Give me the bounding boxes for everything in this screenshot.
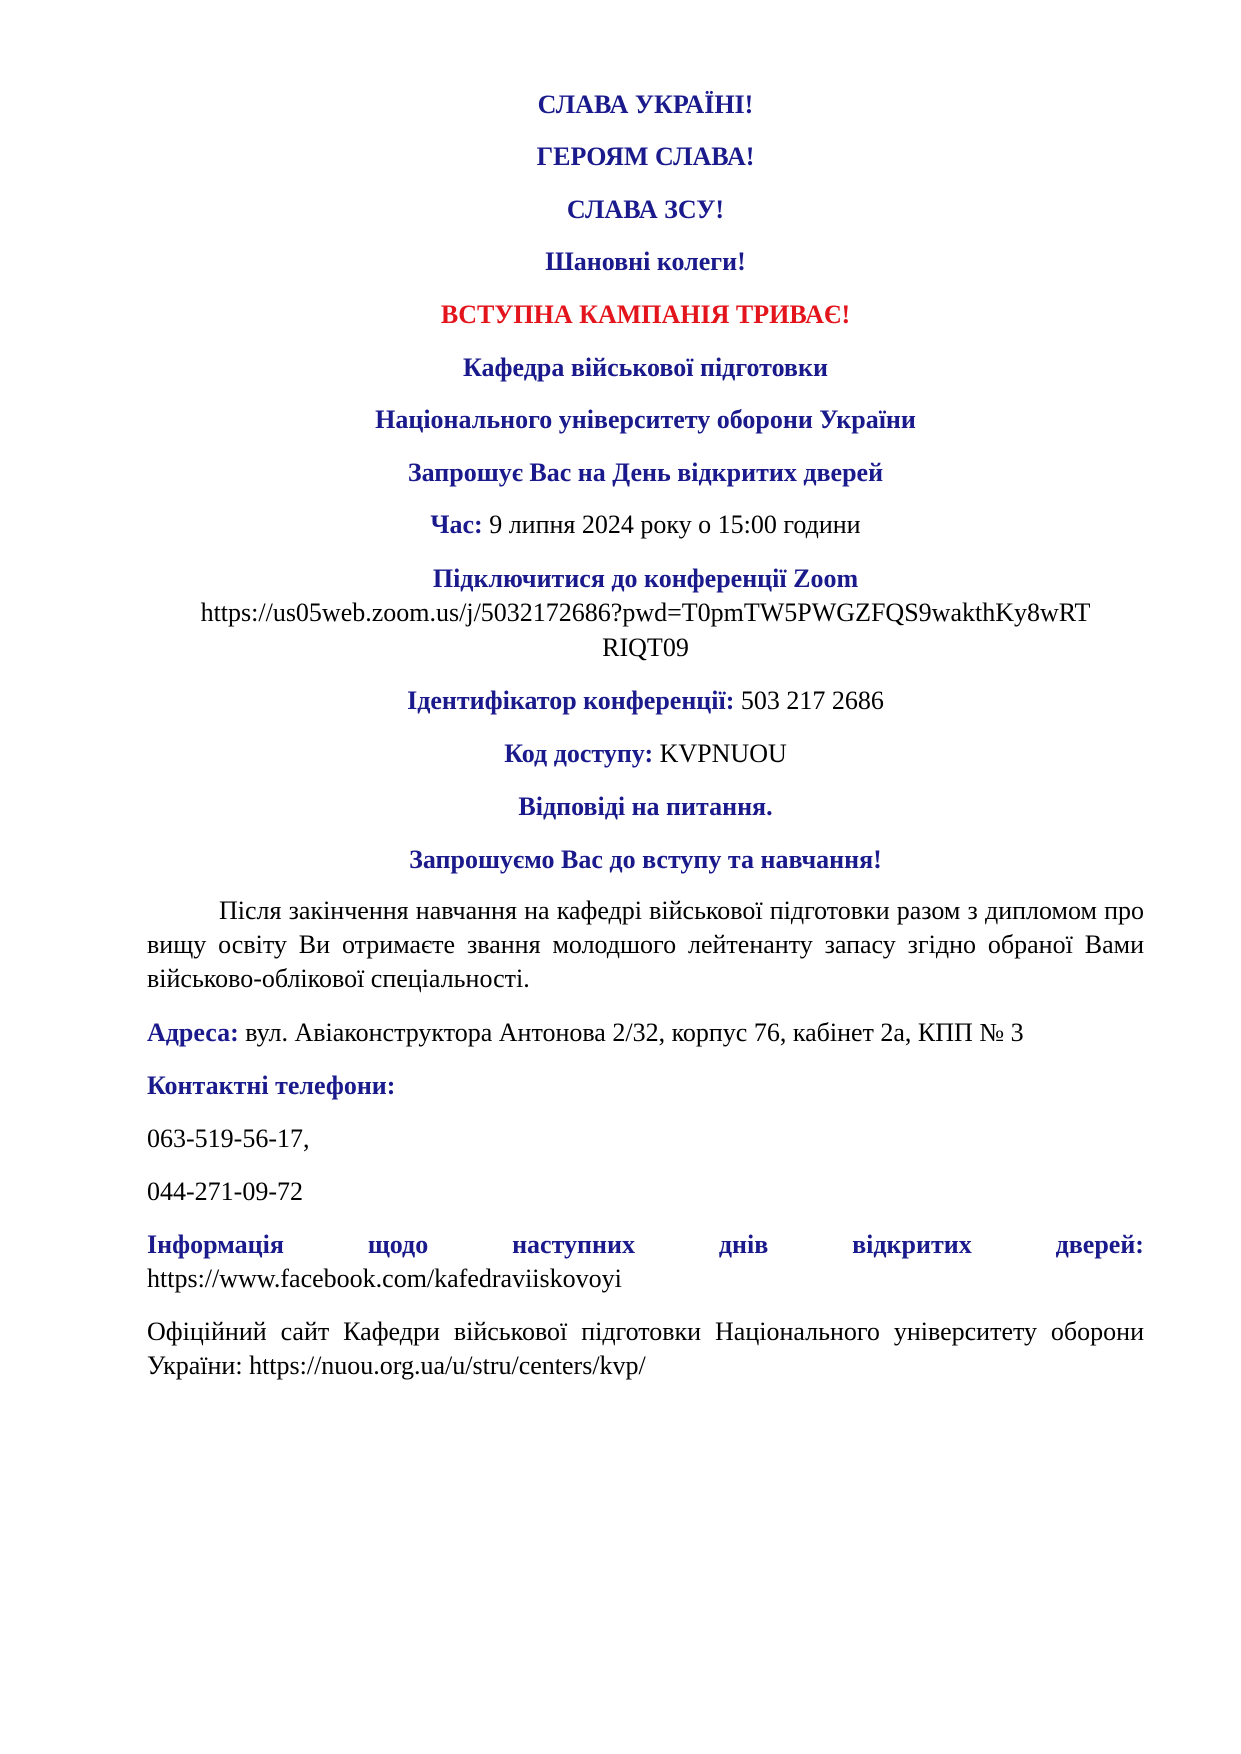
address-label: Адреса: (147, 1018, 239, 1047)
info-word: відкритих (852, 1230, 972, 1259)
time-line (147, 508, 1144, 542)
time-value: 9 липня 2024 року о 15:00 години (482, 510, 861, 539)
invite-line: Запрошуємо Вас до вступу та навчання! (409, 845, 882, 874)
document-page (147, 0, 1144, 1754)
zoom-title: Підключитися до конференції Zoom (432, 564, 859, 593)
campaign-banner: ВСТУПНА КАМПАНІЯ ТРИВАЄ! (440, 300, 851, 329)
address-line (147, 1016, 1144, 1050)
phones-label: Контактні телефони: (147, 1071, 396, 1100)
time-label: Час: (430, 510, 483, 539)
info-word: наступних (512, 1230, 635, 1259)
info-word: Інформація (147, 1230, 284, 1259)
phone-2[interactable]: 044-271-09-72 (147, 1177, 303, 1206)
access-code-label: Код доступу: (504, 739, 654, 768)
facebook-link[interactable]: https://www.facebook.com/kafedraviiskovoyi (147, 1264, 622, 1293)
zoom-url-line-1[interactable]: https://us05web.zoom.us/j/5032172686?pwd=T0pmTW5PWGZFQS9wakthKy8wRT (200, 598, 1091, 627)
access-code-value: KVPNUOU (653, 739, 787, 768)
conference-id-line (147, 684, 1144, 718)
heading-heroiam-slava: ГЕРОЯМ СЛАВА! (536, 142, 755, 171)
heading-slava-ukraini: СЛАВА УКРАЇНІ! (537, 90, 754, 119)
department-line-2: Національного університету оборони України (375, 405, 916, 434)
phone-1[interactable]: 063-519-56-17, (147, 1124, 310, 1153)
info-heading (147, 1228, 1144, 1262)
zoom-url-line-2[interactable]: RIQT09 (602, 633, 689, 662)
info-word: щодо (367, 1230, 429, 1259)
heading-dear-colleagues: Шановні колеги! (545, 247, 746, 276)
answers-line: Відповіді на питання. (518, 792, 773, 821)
department-line-3: Запрошує Вас на День відкритих дверей (407, 458, 884, 487)
official-site-paragraph: Офіційний сайт Кафедри військової підготовки Національного університету оборони України: https://nuou.org.ua/u/stru/centers/kvp/ (147, 1317, 1144, 1380)
conference-id-label: Ідентифікатор конференції: (407, 686, 735, 715)
department-line-1: Кафедра військової підготовки (463, 353, 828, 382)
address-value: вул. Авіаконструктора Антонова 2/32, корпус 76, кабінет 2а, КПП № 3 (238, 1018, 1024, 1047)
access-code-line (147, 737, 1144, 771)
info-word: дверей: (1055, 1230, 1144, 1259)
heading-slava-zsu: СЛАВА ЗСУ! (566, 195, 725, 224)
info-word: днів (718, 1230, 769, 1259)
conference-id-value: 503 217 2686 (734, 686, 884, 715)
body-paragraph: Після закінчення навчання на кафедрі військової підготовки разом з дипломом про вищу освіту Ви отримаєте звання молодшого лейтенанту запасу згідно обраної Вами військово-облікової спеціальності. (147, 896, 1144, 993)
